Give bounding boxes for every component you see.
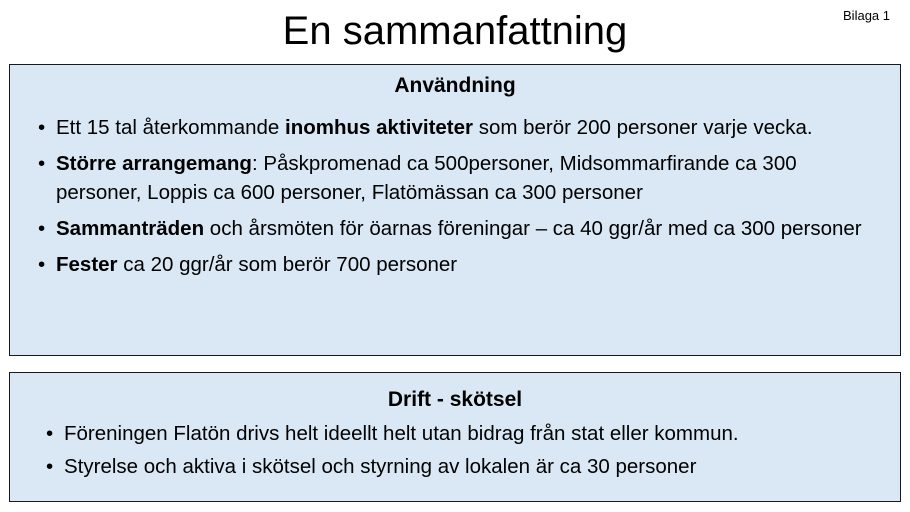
item-emphasis: Fester [56,253,118,276]
list-item: • Föreningen Flatön drivs helt ideellt helt utan bidrag från stat eller kommun. [46,419,882,448]
item-text: ca 20 ggr/år som berör 700 personer [117,253,458,276]
item-emphasis: inomhus aktiviteter [285,116,474,139]
list-item [38,214,882,243]
item-emphasis: Sammanträden [56,217,205,240]
item-text: : Påskpromenad ca 500personer, Midsommarfirande ca 300 personer, Loppis ca 600 personer, Flatömässan ca 300 personer [56,152,797,204]
usage-box [9,64,901,356]
operation-box [9,372,901,502]
usage-heading: Användning [394,74,516,97]
operation-list [10,413,900,481]
attachment-label: Bilaga 1 [843,8,890,23]
usage-list [10,99,900,279]
list-item: • Styrelse och aktiva i skötsel och styrning av lokalen är ca 30 personer [46,452,882,481]
item-emphasis: Större arrangemang [56,152,252,175]
item-text: och årsmöten för öarnas föreningar – ca 40 ggr/år med ca 300 personer [204,217,862,240]
operation-heading: Drift - skötsel [387,388,523,411]
list-item [38,149,882,207]
page-title: En sammanfattning [282,9,628,53]
item-text: Ett 15 tal återkommande [56,116,286,139]
list-item [38,113,882,142]
list-item [38,250,882,279]
item-text: som berör 200 personer varje vecka. [473,116,813,139]
